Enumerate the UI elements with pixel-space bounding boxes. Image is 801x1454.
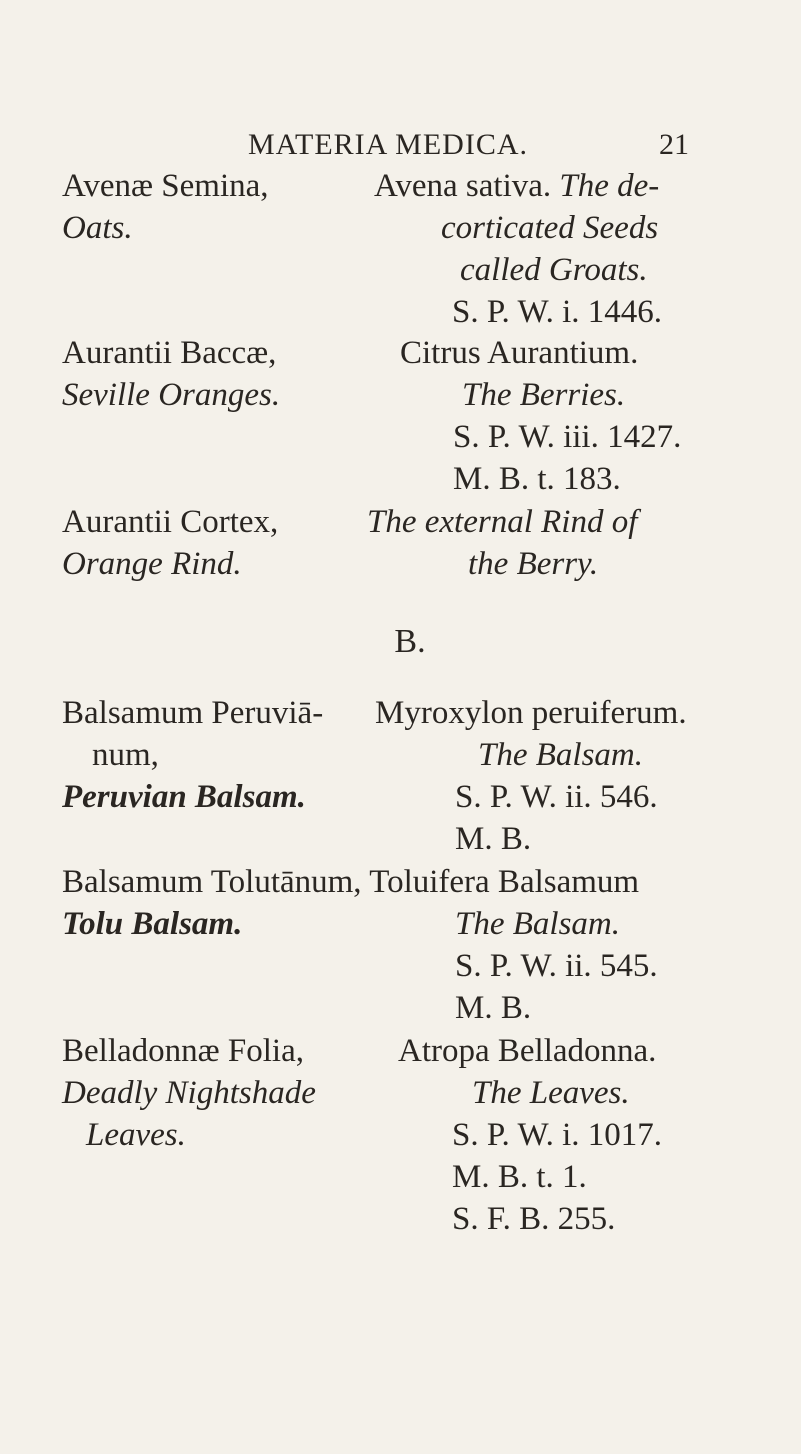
- entry-description: The external Rind of: [367, 504, 638, 540]
- entry-source-line: Avena sativa. The de-: [374, 168, 660, 204]
- section-letter: B.: [394, 623, 426, 660]
- entry-description: The Leaves.: [472, 1075, 630, 1111]
- entry-description: corticated Seeds: [441, 210, 659, 246]
- entry-reference: S. P. W. ii. 545.: [455, 948, 658, 984]
- entry-source: Myroxylon peruiferum.: [375, 695, 687, 731]
- entry-latin-name: Balsamum Peruviā-: [62, 695, 324, 731]
- entry-reference: S. P. W. iii. 1427.: [453, 419, 682, 455]
- entry-latin-name-cont: num,: [92, 737, 159, 773]
- entry-reference: M. B. t. 183.: [453, 461, 621, 497]
- entry-reference: S. P. W. i. 1017.: [452, 1117, 662, 1153]
- entry-description: the Berry.: [468, 546, 599, 582]
- entry-reference: M. B. t. 1.: [452, 1159, 587, 1195]
- entry-source: Atropa Belladonna.: [398, 1033, 657, 1069]
- entry-reference: M. B.: [455, 821, 532, 857]
- entry-english-name: Deadly Nightshade: [62, 1075, 316, 1111]
- entry-latin-name: Aurantii Baccæ,: [62, 335, 277, 371]
- entry-description: called Groats.: [460, 252, 648, 288]
- entry-english-name: Seville Oranges.: [62, 377, 281, 413]
- entry-reference: S. P. W. i. 1446.: [452, 294, 662, 330]
- entry-description: The Berries.: [462, 377, 626, 413]
- entry-description: The Balsam.: [455, 906, 620, 942]
- entry-latin-name: Avenæ Semina,: [62, 168, 269, 204]
- entry-reference: M. B.: [455, 990, 532, 1026]
- entry-reference: S. P. W. ii. 546.: [455, 779, 658, 815]
- entry-description: The Balsam.: [478, 737, 643, 773]
- entry-source: Citrus Aurantium.: [400, 335, 639, 371]
- entry-english-name-cont: Leaves.: [86, 1117, 186, 1153]
- entry-latin-name: Aurantii Cortex,: [62, 504, 279, 540]
- page-number: 21: [659, 128, 689, 161]
- entry-english-name: Tolu Balsam.: [62, 906, 243, 942]
- entry-latin-name: Belladonnæ Folia,: [62, 1033, 304, 1069]
- entry-reference: S. F. B. 255.: [452, 1201, 616, 1237]
- page-title: MATERIA MEDICA.: [248, 128, 529, 161]
- entry-english-name: Orange Rind.: [62, 546, 242, 582]
- entry-english-name: Peruvian Balsam.: [62, 779, 306, 815]
- entry-english-name: Oats.: [62, 210, 133, 246]
- entry-header-line: Balsamum Tolutānum, Toluifera Balsamum: [62, 864, 640, 900]
- running-header: [0, 128, 801, 168]
